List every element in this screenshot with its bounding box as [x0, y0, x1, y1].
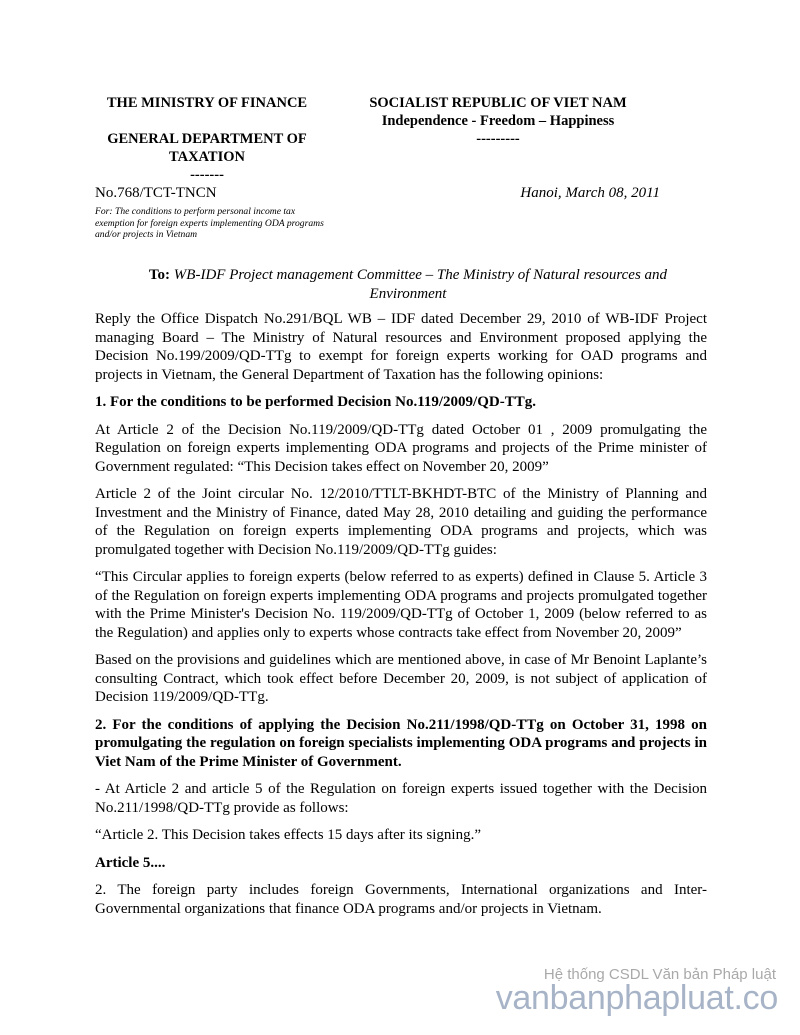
issuer-block — [88, 94, 326, 184]
paragraph: “This Circular applies to foreign experts (below referred to as experts) defined in Clause 5. Article 3 of the Regulation on foreign experts implementing ODA programs and projects promulgated together with the Prime Minister's Decision No. 119/2009/QD-TTg of October 1, 2009 (below referred to as the Regulation) and applies only to experts whose contracts take effect from November 20, 2009” — [95, 569, 707, 641]
watermark-site: vanbanphapluat.co — [495, 979, 778, 1017]
paragraph: Reply the Office Dispatch No.291/BQL WB – IDF dated December 29, 2010 of WB-IDF Project managing Board – The Ministry of Natural resources and Environment proposed applying the Decision No.199/2009/QD-TTg to exempt for foreign experts working for OAD programs and projects in Vietnam, the General Department of Taxation has the following opinions: — [95, 311, 707, 383]
document-date: Hanoi, March 08, 2011 — [520, 185, 660, 201]
department-name: GENERAL DEPARTMENT OF TAXATION — [107, 131, 307, 165]
quoted-article: “Article 2. This Decision takes effects 15 days after its signing.” — [95, 827, 482, 843]
paragraph: Article 2 of the Joint circular No. 12/2010/TTLT-BKHDT-BTC of the Ministry of Planning and Investment and the Ministry of Finance, dated May 28, 2010 detailing and guiding the performance of the Regulation on foreign experts implementing ODA programs and projects, which was promulgated together with Decision No.119/2009/QD-TTg guides: — [95, 486, 707, 558]
section-heading: 1. For the conditions to be performed Decision No.119/2009/QD-TTg. — [95, 394, 536, 410]
paragraph: Based on the provisions and guidelines which are mentioned above, in case of Mr Benoint Laplante’s consulting Contract, which took effect before December 20, 2009, is not subject of application of Decision 119/2009/QD-TTg. — [95, 652, 707, 705]
national-title-block — [352, 94, 644, 148]
watermark-tagline: Hệ thống CSDL Văn bản Pháp luật — [543, 966, 776, 983]
ministry-name: THE MINISTRY OF FINANCE — [106, 95, 308, 111]
recipient-label: To: — [148, 267, 171, 283]
recipient-line — [118, 266, 698, 304]
document-subject: For: The conditions to perform personal income tax exemption for foreign experts implementing ODA programs and/or projects in Vietnam — [95, 206, 324, 240]
country-name: SOCIALIST REPUBLIC OF VIET NAM — [369, 95, 627, 111]
document-number: No.768/TCT-TNCN — [95, 185, 217, 201]
national-motto: Independence - Freedom – Happiness — [381, 113, 615, 129]
motto-rule: --------- — [476, 131, 520, 147]
paragraph: 2. The foreign party includes foreign Governments, International organizations and Inter-Governmental organizations that finance ODA programs and/or projects in Vietnam. — [95, 882, 707, 917]
document-body — [95, 310, 707, 927]
section-heading: 2. For the conditions of applying the Decision No.211/1998/QD-TTg on October 31, 1998 on promulgating the regulation on foreign specialists implementing ODA programs and projects in Viet Nam of the Prime Minister of Government. — [95, 716, 707, 770]
article-heading: Article 5.... — [95, 854, 166, 871]
recipient-text: WB-IDF Project management Committee – The Ministry of Natural resources and Environment — [173, 267, 668, 302]
paragraph: At Article 2 of the Decision No.119/2009/QD-TTg dated October 01 , 2009 promulgating the Regulation on foreign experts implementing ODA programs and projects of the Prime minister of Government regulated: “This Decision takes effect on November 20, 2009” — [95, 421, 707, 475]
paragraph: - At Article 2 and article 5 of the Regulation on foreign experts issued together with the Decision No.211/1998/QD-TTg provide as follows: — [95, 781, 707, 816]
issuer-rule: ------- — [190, 167, 224, 183]
